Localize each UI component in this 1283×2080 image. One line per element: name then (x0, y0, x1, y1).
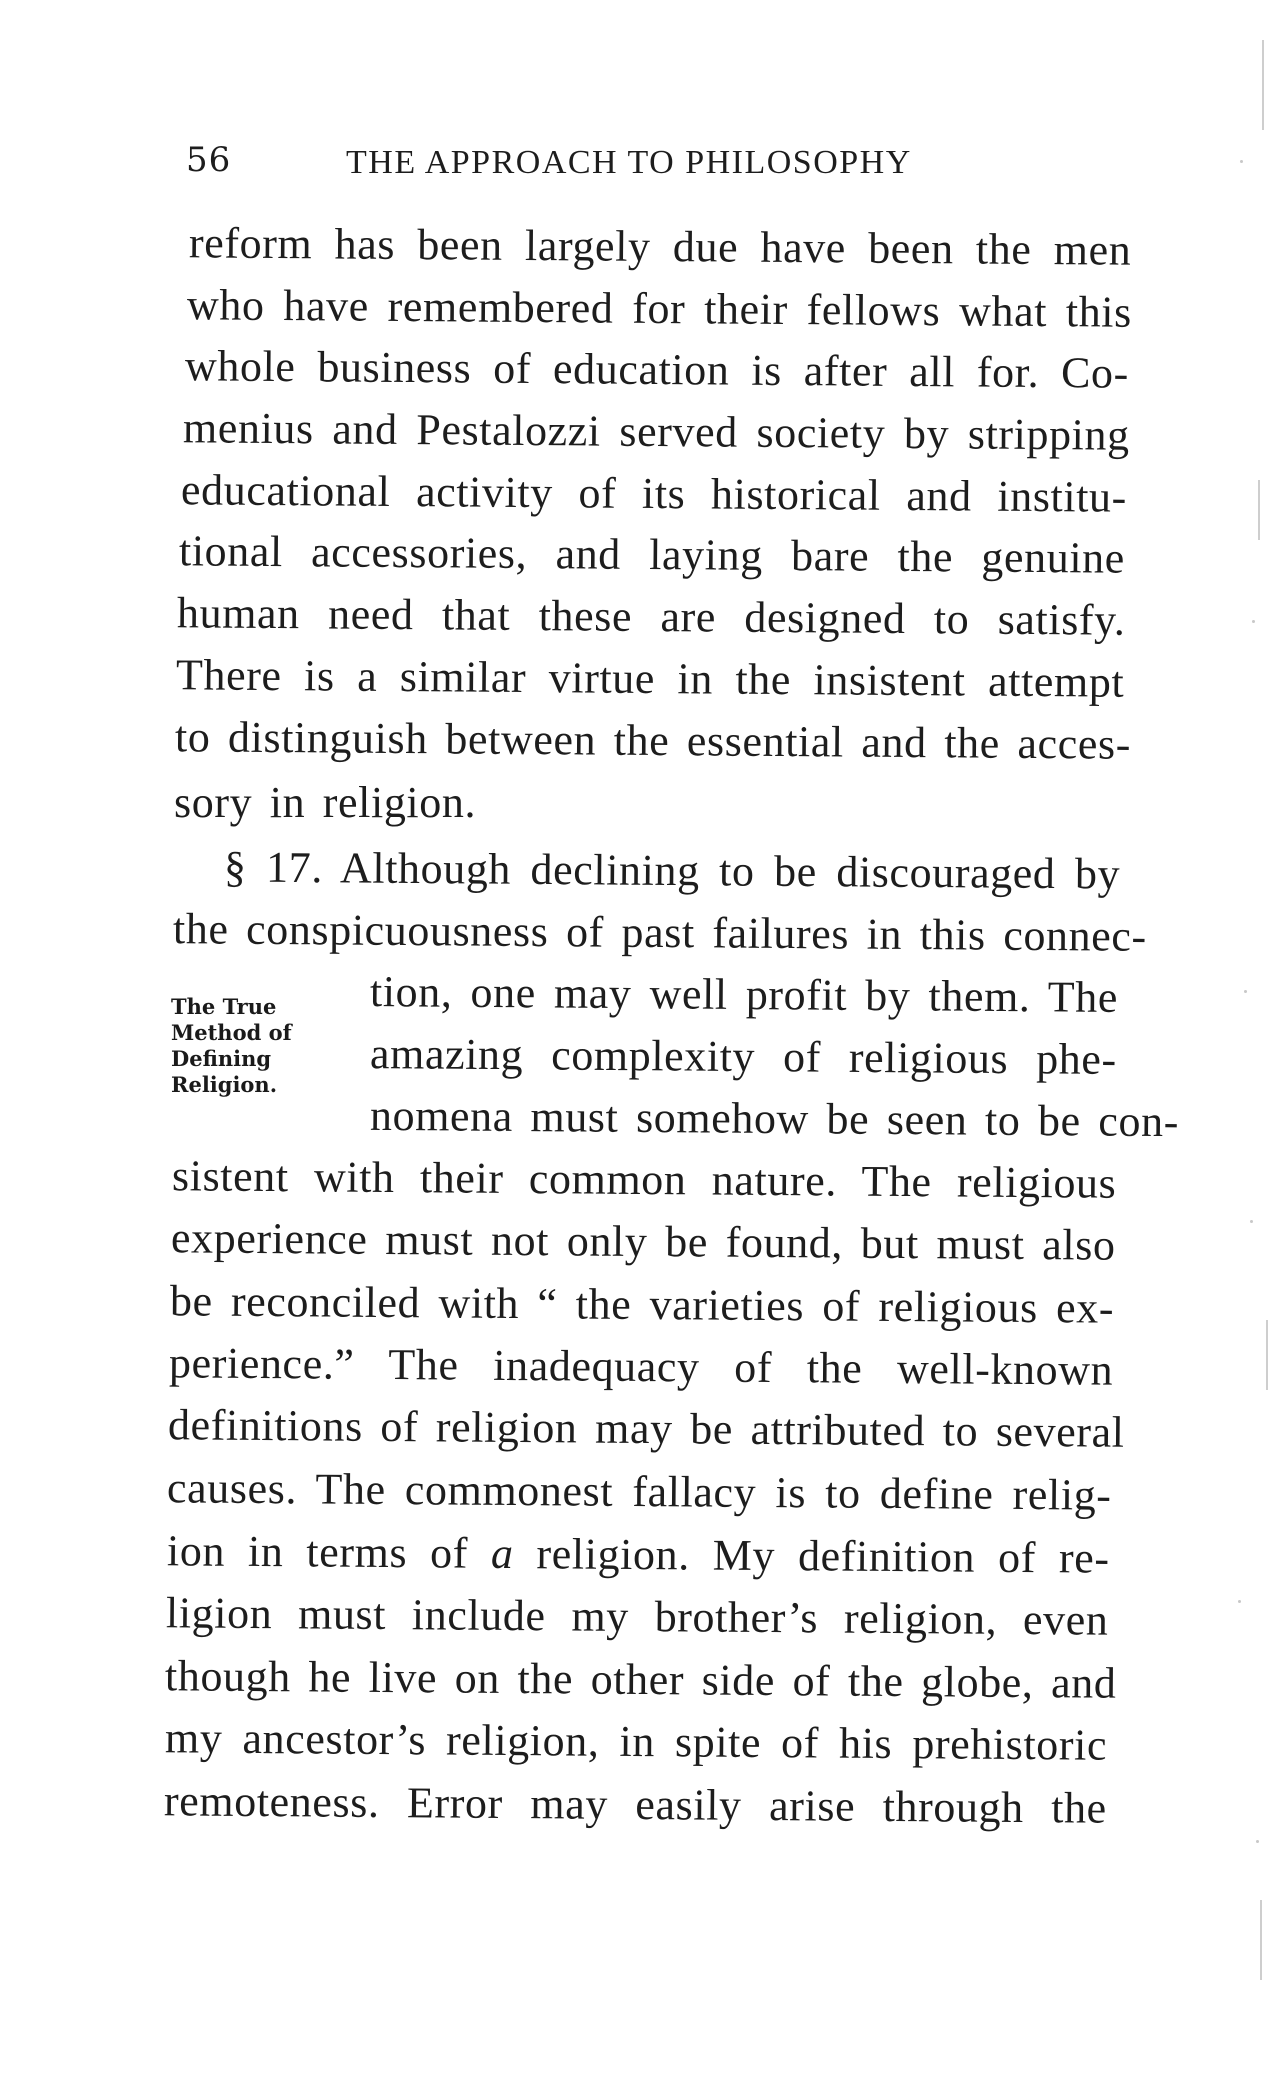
body-line: causes. The commonest fallacy is to define relig- (166, 1463, 1112, 1520)
body-line: § 17. Although declining to be discouraged by (223, 842, 1121, 899)
body-line: tional accessories, and laying bare the genuine (178, 526, 1126, 583)
body-line: reform has been largely due have been the men (188, 218, 1132, 275)
scan-speckle (1256, 1840, 1259, 1843)
running-head: THE APPROACH TO PHILOSOPHY (346, 144, 912, 181)
body-line: educational activity of its historical and institu- (180, 465, 1128, 522)
body-line: amazing complexity of religious phe- (369, 1029, 1117, 1084)
body-line: the conspicuousness of past failures in this connec- (172, 904, 1147, 961)
body-line: whole business of education is after all for. Co- (184, 341, 1130, 398)
body-line: human need that these are designed to satisfy. (176, 588, 1126, 645)
body-line: remoteness. Error may easily arise through the (163, 1776, 1107, 1833)
body-line: sory in religion. (174, 778, 477, 827)
marginal-note-line: The True (171, 994, 277, 1019)
body-line: nomena must somehow be seen to be con- (369, 1090, 1180, 1147)
marginal-note-line: Defining (171, 1046, 272, 1071)
scan-speckle (1250, 1220, 1253, 1223)
body-line: be reconciled with “ the varieties of religious ex- (169, 1276, 1115, 1333)
marginal-note-line: Method of (171, 1020, 292, 1045)
scan-edge-mark (1258, 480, 1260, 540)
body-line: my ancestor’s religion, in spite of his prehistoric (164, 1713, 1108, 1770)
marginal-note (171, 994, 292, 1098)
scan-speckle (1244, 990, 1247, 993)
page-header (186, 140, 1006, 184)
body-line-with-italic: ion in terms of a religion. My definition of re- (166, 1526, 1110, 1583)
scan-edge-mark (1260, 1900, 1262, 1980)
scan-speckle (1240, 160, 1243, 163)
body-line: There is a similar virtue in the insistent attempt (175, 650, 1125, 707)
italic-word: a (490, 1528, 514, 1579)
page-number: 56 (186, 140, 232, 180)
body-line: though he live on the other side of the globe, and (164, 1651, 1117, 1708)
body-line: menius and Pestalozzi served society by stripping (182, 403, 1130, 460)
scan-speckle (1252, 620, 1255, 623)
body-line: who have remembered for their fellows what this (186, 280, 1133, 337)
scan-speckle (1238, 1600, 1241, 1603)
body-line: tion, one may well profit by them. The (369, 967, 1119, 1022)
body-line: definitions of religion may be attributed to several (167, 1400, 1125, 1457)
body-line: experience must not only be found, but must also (170, 1213, 1116, 1270)
body-line: ligion must include my brother’s religion, even (165, 1588, 1109, 1645)
body-line: perience.” The inadequacy of the well-known (168, 1338, 1114, 1395)
scan-edge-mark (1266, 1320, 1268, 1390)
body-line: sistent with their common nature. The religious (171, 1151, 1117, 1208)
marginal-note-line: Religion. (171, 1072, 278, 1097)
scan-edge-mark (1262, 40, 1264, 130)
body-line: to distinguish between the essential and the acces- (174, 712, 1132, 769)
